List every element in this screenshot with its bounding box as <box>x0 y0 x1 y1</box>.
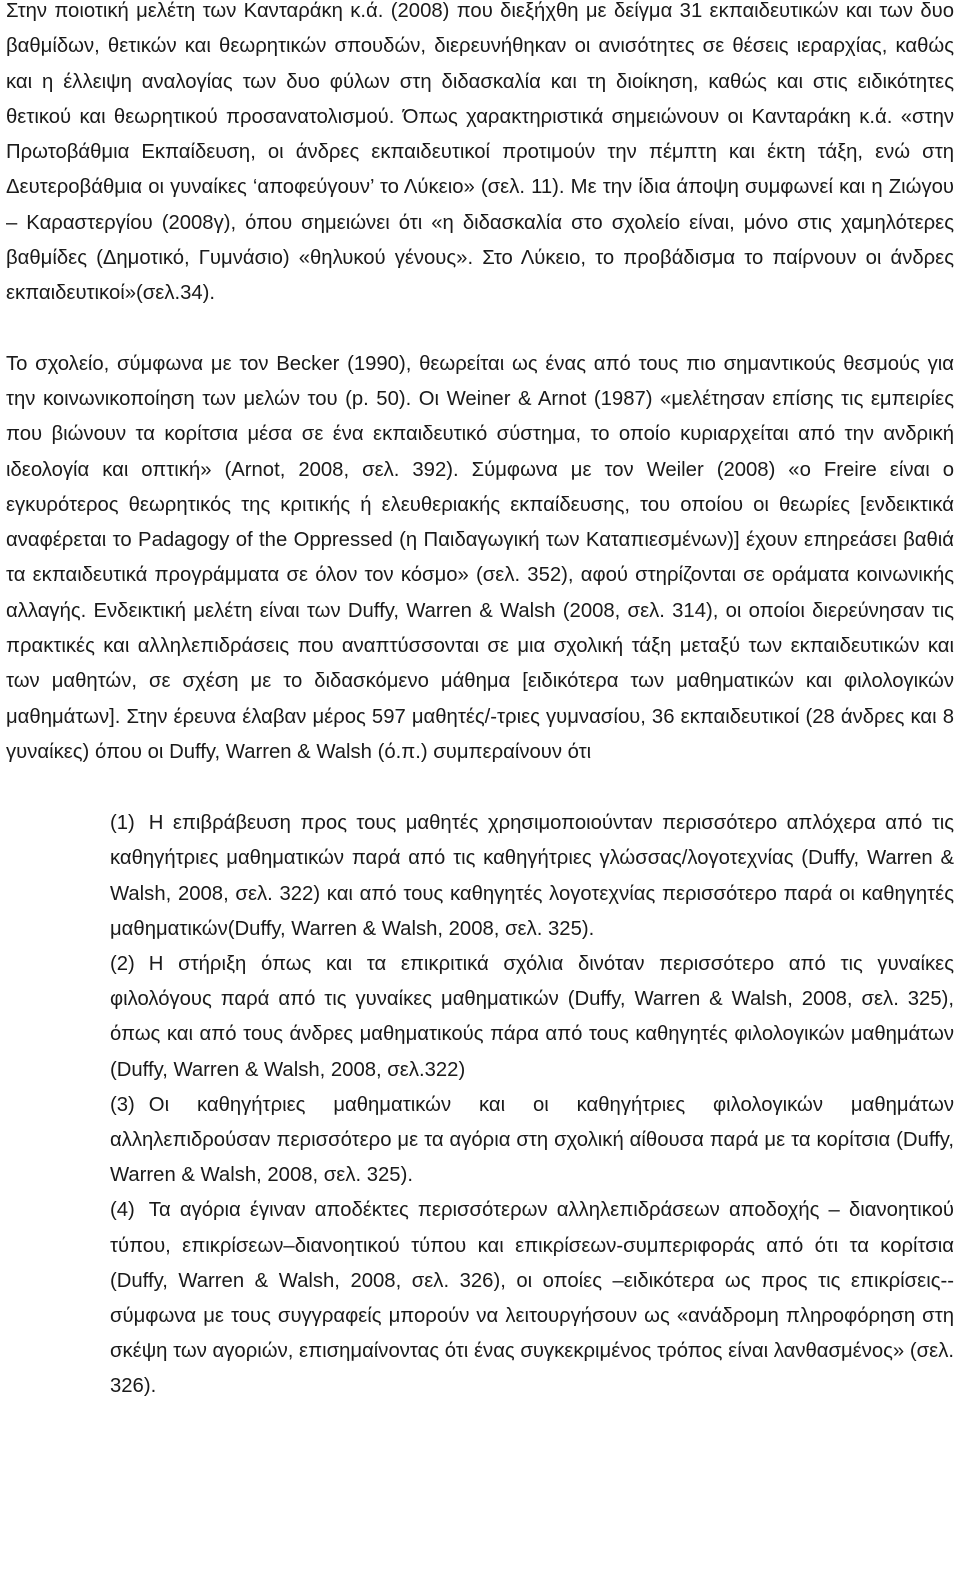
list-item-number: (3) <box>110 1093 135 1116</box>
list-item-number: (4) <box>110 1199 135 1222</box>
list-item-number: (2) <box>110 953 135 976</box>
list-item-number: (1) <box>110 812 135 835</box>
list-item-text: Οι καθηγήτριες μαθηματικών και οι καθηγήτριες φιλολογικών μαθημάτων αλληλεπιδρούσαν περισσότερο με τα αγόρια στη σχολική αίθουσα παρά με τα κορίτσια (Duffy, Warren & Walsh, 2008, σελ. 325). <box>110 1093 954 1187</box>
list-item-text: Η επιβράβευση προς τους μαθητές χρησιμοποιούνταν περισσότερο απλόχερα από τις καθηγήτριες μαθηματικών παρά από τις καθηγήτριες γλώσσας/λογοτεχνίας (Duffy, Warren & Walsh, 2008, σελ. 322) και από τους καθηγητές λογοτεχνίας περισσότερο παρά οι καθηγητές μαθηματικών(Duffy, Warren & Walsh, 2008, σελ. 325). <box>110 812 954 940</box>
list-item-text: Τα αγόρια έγιναν αποδέκτες περισσότερων αλληλεπιδράσεων αποδοχής – διανοητικού τύπου, επικρίσεων–διανοητικού τύπου και επικρίσεων-συμπεριφοράς από ότι τα κορίτσια (Duffy, Warren & Walsh, 2008, σελ. 326), οι οποίες –ειδικότερα ως προς τις επικρίσεις--σύμφωνα με τους συγγραφείς μπορούν να λειτουργήσουν ως «ανάδρομη πληροφόρηση στη σκέψη των αγοριών, επισημαίνοντας ότι ένας συγκεκριμένος τρόπος είναι λανθασμένος» (σελ. 326). <box>110 1199 954 1398</box>
document-page <box>6 0 954 1405</box>
list-item <box>110 1193 954 1404</box>
list-item-text: Η στήριξη όπως και τα επικριτικά σχόλια δινόταν περισσότερο από τις γυναίκες φιλολόγους παρά από τις γυναίκες μαθηματικών (Duffy, Warren & Walsh, 2008, σελ. 325), όπως και από τους άνδρες μαθηματικούς πάρα από τους καθηγητές φιλολογικών μαθημάτων (Duffy, Warren & Walsh, 2008, σελ.322) <box>110 953 954 1081</box>
list-item <box>110 806 954 947</box>
paragraph: Το σχολείο, σύμφωνα με τον Becker (1990), θεωρείται ως ένας από τους πιο σημαντικούς θεσμούς για την κοινωνικοποίηση των μελών του (p. 50). Οι Weiner & Arnot (1987) «μελέτησαν επίσης τις εμπειρίες που βιώνουν τα κορίτσια μέσα σε ένα εκπαιδευτικό σύστημα, το οποίο κυριαρχείται από την ανδρική ιδεολογία και οπτική» (Arnot, 2008, σελ. 392). Σύμφωνα με τον Weiler (2008) «ο Freire είναι ο εγκυρότερος θεωρητικός της κριτικής ή ελευθεριακής εκπαίδευσης, του οποίου οι θεωρίες [ενδεικτικά αναφέρεται το Padagogy of the Oppressed (η Παιδαγωγική των Καταπιεσμένων)] έχουν επηρεάσει βαθιά τα εκπαιδευτικά προγράμματα σε όλον τον κόσμο» (σελ. 352), αφού στηρίζονται σε οράματα κοινωνικής αλλαγής. Ενδεικτική μελέτη είναι των Duffy, Warren & Walsh (2008, σελ. 314), οι οποίοι διερεύνησαν τις πρακτικές και αλληλεπιδράσεις που αναπτύσσονται σε μια σχολική τάξη μεταξύ των εκπαιδευτικών και των μαθητών, σε σχέση με το διδασκόμενο μάθημα [ειδικότερα των μαθηματικών και φιλολογικών μαθημάτων]. Στην έρευνα έλαβαν μέρος 597 μαθητές/-τριες γυμνασίου, 36 εκπαιδευτικοί (28 άνδρες και 8 γυναίκες) όπου οι Duffy, Warren & Walsh (ό.π.) συμπεραίνουν ότι <box>6 352 954 763</box>
list-item <box>110 1088 954 1194</box>
findings-list <box>6 806 954 1404</box>
paragraph: Στην ποιοτική μελέτη των Κανταράκη κ.ά. (2008) που διεξήχθη με δείγμα 31 εκπαιδευτικών και των δυο βαθμίδων, θετικών και θεωρητικών σπουδών, διερευνήθηκαν οι ανισότητες σε θέσεις ιεραρχίας, καθώς και η έλλειψη αναλογίας των δυο φύλων στη διδασκαλία και τη διοίκηση, καθώς και στις ειδικότητες θετικού και θεωρητικού προσανατολισμού. Όπως χαρακτηριστικά σημειώνουν οι Κανταράκη κ.ά. «στην Πρωτοβάθμια Εκπαίδευση, οι άνδρες εκπαιδευτικοί προτιμούν την πέμπτη και έκτη τάξη, ενώ στη Δευτεροβάθμια οι γυναίκες ‘αποφεύγουν’ το Λύκειο» (σελ. 11). Με την ίδια άποψη συμφωνεί και η Ζιώγου – Καραστεργίου (2008γ), όπου σημειώνει ότι «η διδασκαλία στο σχολείο είναι, μόνο στις χαμηλότερες βαθμίδες (Δημοτικό, Γυμνάσιο) «θηλυκού γένους». Στο Λύκειο, το προβάδισμα το παίρνουν οι άνδρες εκπαιδευτικοί»(σελ.34). <box>6 0 954 305</box>
list-item <box>110 947 954 1088</box>
